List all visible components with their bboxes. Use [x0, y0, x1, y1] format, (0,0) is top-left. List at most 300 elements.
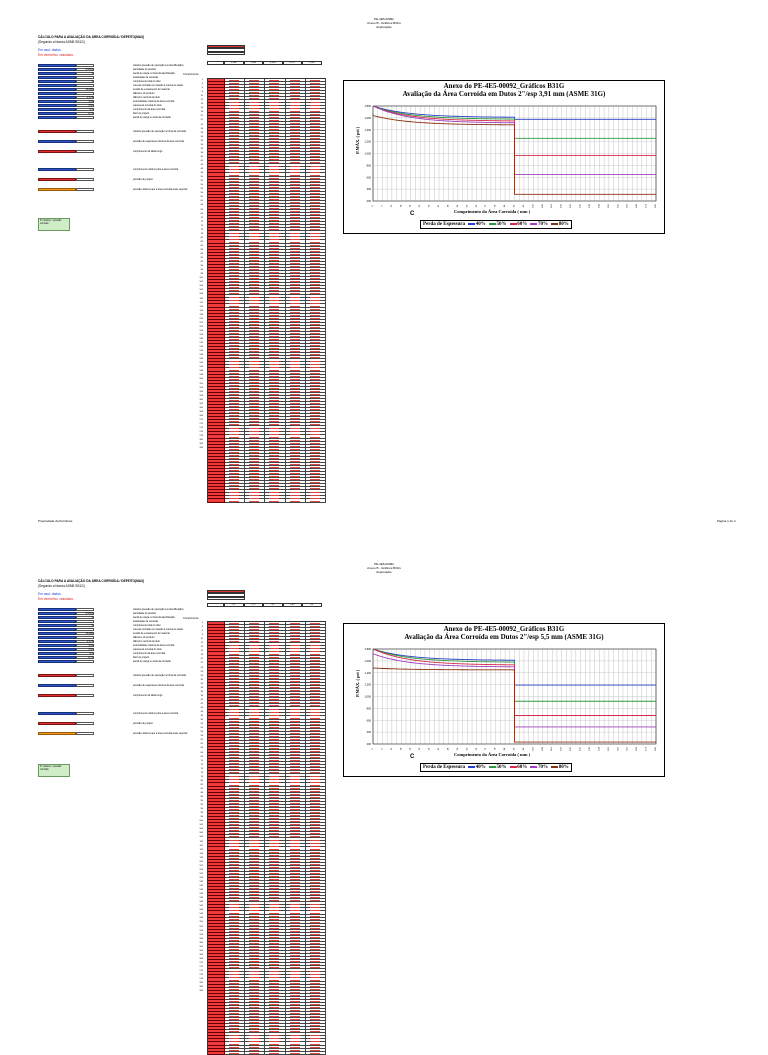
x-tick-label: 42 [438, 747, 441, 751]
input-key [38, 660, 76, 663]
input-key [38, 632, 76, 635]
input-key [38, 636, 76, 639]
y-tick-label: 600 [366, 719, 371, 723]
column-header: 4,171 [283, 61, 303, 65]
row-label: 126 [199, 872, 203, 875]
input-row [38, 76, 159, 79]
row-label: 84 [200, 244, 203, 247]
input-value[interactable]: 3,91 [76, 648, 94, 651]
input-value[interactable] [76, 168, 94, 171]
row-label: 138 [199, 354, 203, 357]
row-label: 52 [200, 723, 203, 726]
x-tick-label: 174 [645, 747, 648, 751]
input-description: pressão de projeto [133, 178, 153, 181]
input-value[interactable] [76, 64, 94, 67]
y-axis-label: P.MÁX. ( psi ) [355, 126, 360, 154]
input-value[interactable] [76, 694, 94, 697]
row-label: 34 [200, 143, 203, 146]
input-key [38, 608, 76, 611]
input-row [38, 694, 163, 697]
x-tick-label: 78 [494, 747, 497, 751]
x-tick-label: 174 [645, 204, 648, 208]
x-tick-label: 60 [466, 747, 469, 751]
x-tick-label: 36 [428, 204, 431, 208]
legend-red: Em vermelho: calculado [38, 53, 74, 57]
input-description: tensão de escoamento do material [133, 88, 170, 91]
input-value[interactable]: 2,375 [76, 640, 94, 643]
input-key [38, 644, 76, 647]
input-key [38, 652, 76, 655]
column-header-blank [207, 61, 224, 65]
row-label: 38 [200, 151, 203, 154]
x-tick-label: 156 [617, 747, 620, 751]
row-label: 146 [199, 370, 203, 373]
input-description: espessura nominal do duto [133, 104, 162, 107]
row-label: 22 [200, 662, 203, 665]
row-label: 108 [199, 836, 203, 839]
input-description: densidade do produto [133, 612, 157, 615]
row-label: 132 [199, 342, 203, 345]
row-label: 134 [199, 346, 203, 349]
x-tick-label: 102 [532, 204, 535, 208]
row-label: 176 [199, 974, 203, 977]
legend-title: Perda de Espessura [423, 222, 465, 227]
x-tick-label: 132 [579, 747, 582, 751]
input-key [38, 648, 76, 651]
input-value[interactable]: 6 [76, 616, 94, 619]
input-row [38, 140, 184, 143]
input-value[interactable]: 0,5501 [76, 612, 94, 615]
row-label: 162 [199, 402, 203, 405]
input-value[interactable]: 36.000 [76, 88, 94, 91]
input-description: pressão de segurança máxima da área corroída [133, 140, 184, 143]
row-label: 110 [199, 297, 203, 300]
input-row [38, 104, 162, 107]
params-table [207, 45, 245, 55]
input-value[interactable]: 6 [76, 80, 94, 83]
input-key [38, 684, 76, 687]
input-description: cota da corrosão em relação à coluna de saída [133, 628, 183, 631]
x-tick-label: 18 [400, 747, 403, 751]
input-key [38, 694, 76, 697]
input-description: perda de carga no final da identificação [133, 616, 175, 619]
row-label: 34 [200, 686, 203, 689]
x-tick-label: 162 [626, 204, 629, 208]
input-value[interactable]: 0,72 [76, 112, 94, 115]
row-label: 174 [199, 970, 203, 973]
y-tick-label: 1,200 [364, 140, 371, 144]
row-label: 8 [201, 634, 203, 637]
row-label: 6 [201, 87, 203, 90]
input-row [38, 660, 171, 663]
legend-swatch [530, 223, 537, 225]
header-line-2: Anexo B - Gráficos B31G [367, 21, 401, 25]
column-header: 4,306 [263, 61, 283, 65]
input-key [38, 112, 76, 115]
input-value[interactable] [76, 84, 94, 87]
x-tick-label: 48 [447, 204, 450, 208]
input-key [38, 104, 76, 107]
y-tick-label: 400 [366, 188, 371, 192]
column-headers [207, 603, 322, 607]
y-tick-label: 1,200 [364, 683, 371, 687]
input-value[interactable]: 6 [76, 72, 94, 75]
input-row [38, 188, 188, 191]
input-row [38, 632, 170, 635]
input-row [38, 130, 187, 133]
input-description: localização da corrosão [133, 76, 159, 79]
table-cell [225, 499, 245, 502]
table-row [208, 1052, 326, 1055]
input-row [38, 112, 150, 115]
legend-blue: Em azul: dados [38, 48, 61, 52]
y-tick-label: 1,400 [364, 671, 371, 675]
x-tick-label: 102 [532, 747, 535, 751]
row-label: 84 [200, 787, 203, 790]
row-label: 160 [199, 398, 203, 401]
row-label: 168 [199, 957, 203, 960]
x-tick-label: 90 [513, 204, 516, 208]
input-description: comprimento da falha longo [133, 694, 163, 697]
row-label: 62 [200, 200, 203, 203]
sheet-title: CÁLCULO PARA A AVALIAÇÃO DA ÁREA CORROÍDA / DEFEITO(MAX) [38, 35, 145, 39]
row-label: 106 [199, 289, 203, 292]
chart-1 [343, 80, 665, 234]
legend-item: 70% [537, 765, 548, 770]
x-tick-label: 168 [636, 204, 639, 208]
x-tick-label: 18 [400, 204, 403, 208]
x-tick-label: 108 [541, 747, 544, 751]
input-key [38, 92, 76, 95]
input-description: comprimento da falha longo [133, 150, 163, 153]
row-label: 94 [200, 265, 203, 268]
row-label: 22 [200, 119, 203, 122]
row-label: 42 [200, 159, 203, 162]
x-tick-label: 84 [504, 204, 507, 208]
input-description: diâmetro nominal do duto [133, 96, 160, 99]
input-value[interactable] [76, 188, 94, 191]
row-label: 150 [199, 921, 203, 924]
header-line-1: PE-4E5-00092 [374, 17, 394, 21]
row-label: 116 [199, 852, 203, 855]
input-key [38, 76, 76, 79]
row-label: 76 [200, 228, 203, 231]
input-row [38, 116, 171, 119]
input-row [38, 624, 161, 627]
x-tick-label: 72 [485, 204, 488, 208]
x-tick-label: 24 [409, 747, 412, 751]
input-row [38, 656, 150, 659]
chart-title-1: Anexo do PE-4E5-00092_Gráficos B31G [443, 625, 565, 633]
row-label: 36 [200, 690, 203, 693]
y-tick-label: 600 [366, 176, 371, 180]
input-value[interactable] [76, 628, 94, 631]
row-label: 126 [199, 329, 203, 332]
row-label: 156 [199, 390, 203, 393]
x-tick-label: 156 [617, 204, 620, 208]
x-tick-label: 96 [522, 747, 525, 751]
input-value[interactable] [76, 636, 94, 639]
column-header: 3,85 [283, 603, 303, 607]
row-label: 10 [200, 95, 203, 98]
row-label: 154 [199, 929, 203, 932]
row-label: 136 [199, 893, 203, 896]
x-tick-label: 90 [513, 747, 516, 751]
legend-item: 40% [475, 222, 486, 227]
row-label: 14 [200, 646, 203, 649]
input-value[interactable]: 36.000 [76, 632, 94, 635]
input-description: profundidade máxima da área corroída [133, 100, 175, 103]
input-key [38, 674, 76, 677]
input-key [38, 96, 76, 99]
row-label: 86 [200, 791, 203, 794]
row-label: 96 [200, 812, 203, 815]
x-tick-label: 54 [456, 747, 459, 751]
row-label: 4 [201, 83, 203, 86]
input-row [38, 178, 153, 181]
input-row [38, 616, 175, 619]
input-key [38, 620, 76, 623]
note-text: P. máxima > pressão corroída [40, 765, 62, 771]
table-cell [245, 1052, 265, 1055]
row-label: 150 [199, 378, 203, 381]
input-value[interactable] [76, 140, 94, 143]
input-value[interactable] [76, 92, 94, 95]
input-row [38, 168, 179, 171]
table-cell [208, 499, 225, 502]
c-mark: C [410, 754, 415, 760]
input-row [38, 150, 163, 153]
input-key [38, 178, 76, 181]
chart-title-2: Avaliação da Área Corroída em Dutos 2"/esp 3,91 mm (ASME 31G) [402, 90, 606, 98]
legend-swatch [510, 766, 517, 768]
row-label: 166 [199, 410, 203, 413]
row-label: 168 [199, 414, 203, 417]
input-key [38, 80, 76, 83]
row-label: 166 [199, 953, 203, 956]
params-cell [207, 52, 245, 55]
row-label: 158 [199, 937, 203, 940]
x-tick-label: 114 [551, 747, 554, 751]
row-label: 160 [199, 941, 203, 944]
input-description: comprimento da área corroída [133, 652, 166, 655]
length-header: Comprimento [183, 73, 199, 76]
x-tick-label: 42 [438, 204, 441, 208]
row-labels [185, 621, 203, 993]
input-value[interactable] [76, 684, 94, 687]
chart-title-1: Anexo do PE-4E5-00092_Gráficos B31G [443, 82, 565, 90]
input-key [38, 130, 76, 133]
input-description: cota da corrosão em relação à coluna de saída [133, 84, 183, 87]
row-label: 152 [199, 925, 203, 928]
row-label: 12 [200, 99, 203, 102]
column-header: 1,909 [244, 61, 264, 65]
row-label: 128 [199, 333, 203, 336]
x-tick-label: 144 [598, 204, 601, 208]
input-description: máxima pressão de operação no final da corrosão [133, 674, 187, 677]
row-label: 80 [200, 779, 203, 782]
y-tick-label: 1,400 [364, 128, 371, 132]
input-value[interactable] [76, 178, 94, 181]
row-label: 26 [200, 670, 203, 673]
input-value[interactable]: 1,09 [76, 644, 94, 647]
input-value[interactable] [76, 674, 94, 677]
params-table [207, 590, 245, 600]
input-value[interactable]: 0,72 [76, 656, 94, 659]
input-value[interactable] [76, 116, 94, 119]
row-label: 46 [200, 168, 203, 171]
input-row [38, 84, 183, 87]
table-cell [245, 499, 265, 502]
row-label: 50 [200, 719, 203, 722]
input-key [38, 612, 76, 615]
row-label: 32 [200, 139, 203, 142]
row-label: 86 [200, 248, 203, 251]
x-tick-label: 114 [551, 204, 554, 208]
row-label: 28 [200, 131, 203, 134]
row-label: 4 [201, 626, 203, 629]
row-label: 158 [199, 394, 203, 397]
row-label: 178 [199, 978, 203, 981]
input-description: pressão de segurança máxima da área corroída [133, 684, 184, 687]
header-line-3: Exploração [376, 25, 392, 29]
input-value[interactable] [76, 76, 94, 79]
row-label: 74 [200, 224, 203, 227]
row-label: 10 [200, 638, 203, 641]
row-label: 14 [200, 103, 203, 106]
row-label: 90 [200, 800, 203, 803]
row-label: 20 [200, 115, 203, 118]
row-label: 44 [200, 163, 203, 166]
input-description: perda de carga no total da corrosão [133, 660, 171, 663]
x-tick-label: 168 [636, 747, 639, 751]
row-label: 30 [200, 135, 203, 138]
row-label: 58 [200, 735, 203, 738]
row-label: 112 [199, 301, 203, 304]
x-tick-label: 138 [588, 204, 591, 208]
input-key [38, 72, 76, 75]
row-label: 8 [201, 91, 203, 94]
x-tick-label: 180 [655, 747, 657, 751]
row-label: 98 [200, 816, 203, 819]
row-label: 124 [199, 325, 203, 328]
input-description: pressão máxima que a área corroída pode suportar [133, 188, 188, 191]
input-key [38, 722, 76, 725]
row-label: 176 [199, 431, 203, 434]
column-header: 3,148 [302, 61, 322, 65]
row-label: 78 [200, 775, 203, 778]
table-cell [306, 499, 326, 502]
legend-item: 50% [496, 222, 507, 227]
input-value[interactable] [76, 660, 94, 663]
row-label: 102 [199, 824, 203, 827]
row-label: 132 [199, 885, 203, 888]
x-tick-label: 6 [381, 748, 384, 750]
note-text: P. máxima > pressão corroída [40, 219, 62, 225]
input-value[interactable]: 1,09 [76, 100, 94, 103]
row-label: 184 [199, 990, 203, 993]
column-header: 2,75 [244, 603, 264, 607]
row-label: 24 [200, 666, 203, 669]
row-label: 122 [199, 864, 203, 867]
x-tick-label: 126 [570, 747, 573, 751]
header-line-2: Anexo B - Gráficos B31G [367, 566, 401, 570]
row-label: 180 [199, 982, 203, 985]
input-row [38, 628, 183, 631]
input-value[interactable]: 2,375 [76, 96, 94, 99]
legend-title: Perda de Espessura [423, 765, 465, 770]
input-value[interactable] [76, 712, 94, 715]
sheet-subtitle: (Segundo a Norma ASME B31G) [38, 40, 85, 44]
input-description: comprimento máximo para a área corroída [133, 168, 179, 171]
legend-red: Em vermelho: calculado [38, 597, 74, 601]
row-label: 142 [199, 905, 203, 908]
y-tick-label: 800 [366, 707, 371, 711]
input-value[interactable]: 0,0 [76, 108, 94, 111]
y-tick-label: 1,000 [364, 152, 371, 156]
x-tick-label: 126 [570, 204, 573, 208]
input-value[interactable]: 0,5501 [76, 68, 94, 71]
row-label: 40 [200, 698, 203, 701]
input-value[interactable] [76, 620, 94, 623]
input-row [38, 648, 162, 651]
input-value[interactable] [76, 130, 94, 133]
row-label: 144 [199, 366, 203, 369]
row-label: 112 [199, 844, 203, 847]
row-label: 120 [199, 317, 203, 320]
input-value[interactable]: 0,0 [76, 652, 94, 655]
row-label: 82 [200, 783, 203, 786]
input-description: densidade do produto [133, 68, 157, 71]
row-label: 2 [201, 79, 203, 81]
row-label: 6 [201, 630, 203, 633]
row-label: 66 [200, 208, 203, 211]
input-value[interactable] [76, 732, 94, 735]
x-tick-label: 72 [485, 747, 488, 751]
input-description: pressão de projeto [133, 722, 153, 725]
row-label: 36 [200, 147, 203, 150]
input-value[interactable] [76, 150, 94, 153]
input-value[interactable]: 3,91 [76, 104, 94, 107]
y-tick-label: 1,000 [364, 695, 371, 699]
input-description: máxima pressão de operação (ou identificação) [133, 64, 184, 67]
note-box [38, 764, 70, 777]
row-label: 164 [199, 949, 203, 952]
row-label: 94 [200, 808, 203, 811]
row-label: 82 [200, 240, 203, 243]
input-value[interactable] [76, 608, 94, 611]
legend-item: 40% [475, 765, 486, 770]
row-label: 56 [200, 188, 203, 191]
input-description: tensão de escoamento do material [133, 632, 170, 635]
input-value[interactable] [76, 722, 94, 725]
row-label: 118 [199, 313, 203, 316]
row-label: 68 [200, 755, 203, 758]
row-label: 64 [200, 204, 203, 207]
row-label: 146 [199, 913, 203, 916]
row-label: 104 [199, 285, 203, 288]
input-key [38, 64, 76, 67]
row-label: 118 [199, 856, 203, 859]
y-tick-label: 200 [366, 743, 371, 746]
row-label: 142 [199, 362, 203, 365]
footer-right: Página 1 de 4 [717, 519, 736, 523]
input-key [38, 640, 76, 643]
table-cell [286, 499, 306, 502]
input-key [38, 140, 76, 143]
sheet-subtitle: (Segundo a Norma ASME B31G) [38, 584, 85, 588]
input-value[interactable]: 6 [76, 624, 94, 627]
